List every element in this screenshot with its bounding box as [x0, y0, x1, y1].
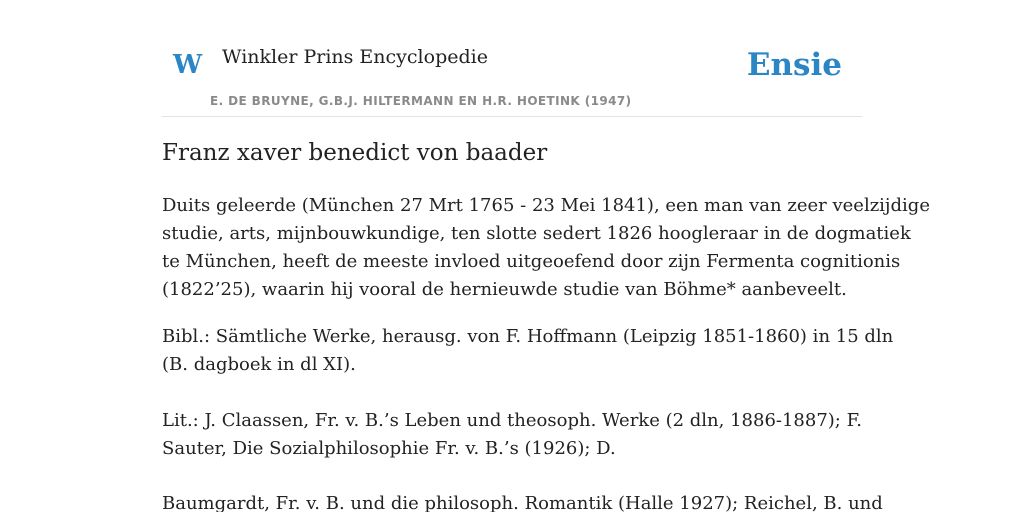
article-title: Franz xaver benedict von baader [162, 140, 548, 166]
paragraph-line: Lit.: J. Claassen, Fr. v. B.’s Leben und theosoph. Werke (2 dln, 1886-1887); F. [162, 410, 863, 431]
paragraph-line: Bibl.: Sämtliche Werke, herausg. von F. Hoffmann (Leipzig 1851-1860) in 15 dln [162, 326, 894, 347]
article-paragraph-bibliography [162, 323, 894, 379]
encyclopedia-header [162, 0, 862, 117]
article-paragraph-literature-continued [162, 490, 883, 512]
paragraph-line: (B. dagboek in dl XI). [162, 354, 356, 375]
paragraph-line: Duits geleerde (München 27 Mrt 1765 - 23 Mei 1841), een man van zeer veelzijdige [162, 195, 930, 216]
paragraph-line: te München, heeft de meeste invloed uitgeoefend door zijn Fermenta cognitionis [162, 251, 901, 272]
paragraph-line: studie, arts, mijnbouwkundige, ten slotte sedert 1826 hoogleraar in de dogmatiek [162, 223, 911, 244]
paragraph-line: Sauter, Die Sozialphilosophie Fr. v. B.’s (1926); D. [162, 438, 616, 459]
encyclopedia-authors: E. DE BRUYNE, G.B.J. HILTERMANN EN H.R. HOETINK (1947) [210, 94, 632, 108]
article-paragraph-description [162, 192, 930, 304]
ensie-brand-logo[interactable]: Ensie [746, 47, 842, 83]
winkler-prins-logo-icon[interactable]: W [173, 50, 203, 80]
article-paragraph-literature [162, 407, 862, 463]
paragraph-line: (1822’25), waarin hij vooral de hernieuwde studie van Böhme* aanbeveelt. [162, 279, 847, 300]
page [162, 0, 930, 512]
paragraph-line: Baumgardt, Fr. v. B. und die philosoph. Romantik (Halle 1927); Reichel, B. und [162, 493, 883, 512]
encyclopedia-title-link[interactable]: Winkler Prins Encyclopedie [222, 46, 488, 68]
